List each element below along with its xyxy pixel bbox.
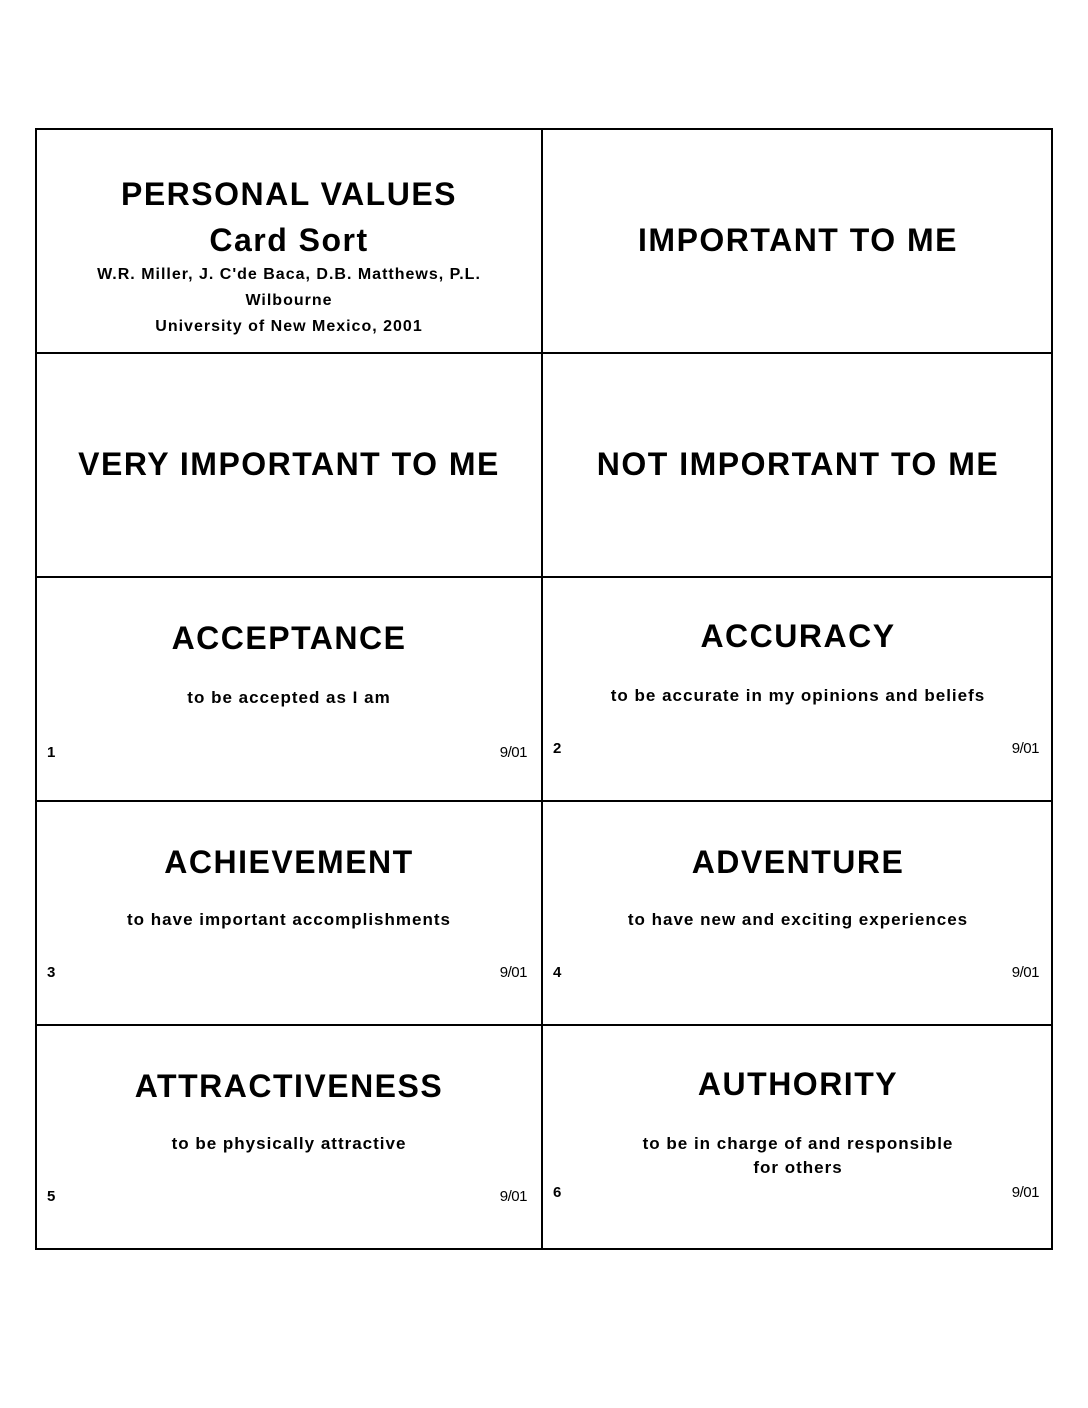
card-date: 9/01 — [1011, 964, 1039, 981]
value-title: ATTRACTIVENESS — [134, 1068, 444, 1104]
category-label-very-important: VERY IMPORTANT TO ME — [78, 446, 500, 482]
value-description: to be accepted as I am — [187, 688, 391, 707]
value-description: to have new and exciting experiences — [627, 910, 969, 929]
card-date: 9/01 — [499, 744, 527, 761]
value-card — [543, 578, 1053, 802]
value-card — [543, 802, 1053, 1026]
value-description: to have important accomplishments — [127, 910, 451, 929]
value-title: ACHIEVEMENT — [164, 844, 414, 880]
card-number: 6 — [553, 1184, 562, 1201]
authors-line-2: Wilbourne — [245, 292, 333, 309]
title-line-1: PERSONAL VALUES — [120, 176, 458, 212]
value-card — [37, 578, 541, 802]
value-description-line-1: to be in charge of and responsible — [642, 1134, 954, 1153]
value-description-line-2: for others — [753, 1158, 843, 1177]
value-description: to be physically attractive — [171, 1134, 407, 1153]
card-number: 2 — [553, 740, 562, 757]
category-label-important: IMPORTANT TO ME — [638, 222, 958, 258]
card-date: 9/01 — [499, 964, 527, 981]
value-title: AUTHORITY — [697, 1066, 899, 1102]
title-card — [37, 130, 541, 354]
card-number: 4 — [553, 964, 562, 981]
card-number: 1 — [47, 744, 56, 761]
card-date: 9/01 — [499, 1188, 527, 1205]
card-number: 3 — [47, 964, 56, 981]
value-title: ADVENTURE — [691, 844, 905, 880]
value-card — [37, 802, 541, 1026]
card-date: 9/01 — [1011, 740, 1039, 757]
card-number: 5 — [47, 1188, 56, 1205]
category-label-not-important: NOT IMPORTANT TO ME — [596, 446, 1000, 482]
authors-line-1: W.R. Miller, J. C'de Baca, D.B. Matthews, P.L. — [97, 266, 481, 283]
category-card-not-important — [543, 354, 1053, 578]
value-title: ACCEPTANCE — [171, 620, 407, 656]
category-card-very-important — [37, 354, 541, 578]
institution: University of New Mexico, 2001 — [155, 318, 423, 335]
category-card-important — [543, 130, 1053, 354]
value-card — [543, 1026, 1053, 1250]
value-card — [37, 1026, 541, 1250]
title-line-2: Card Sort — [209, 222, 369, 258]
value-description: to be accurate in my opinions and beliefs — [610, 686, 986, 705]
card-sheet — [35, 128, 1053, 1250]
value-title: ACCURACY — [700, 618, 896, 654]
card-date: 9/01 — [1011, 1184, 1039, 1201]
